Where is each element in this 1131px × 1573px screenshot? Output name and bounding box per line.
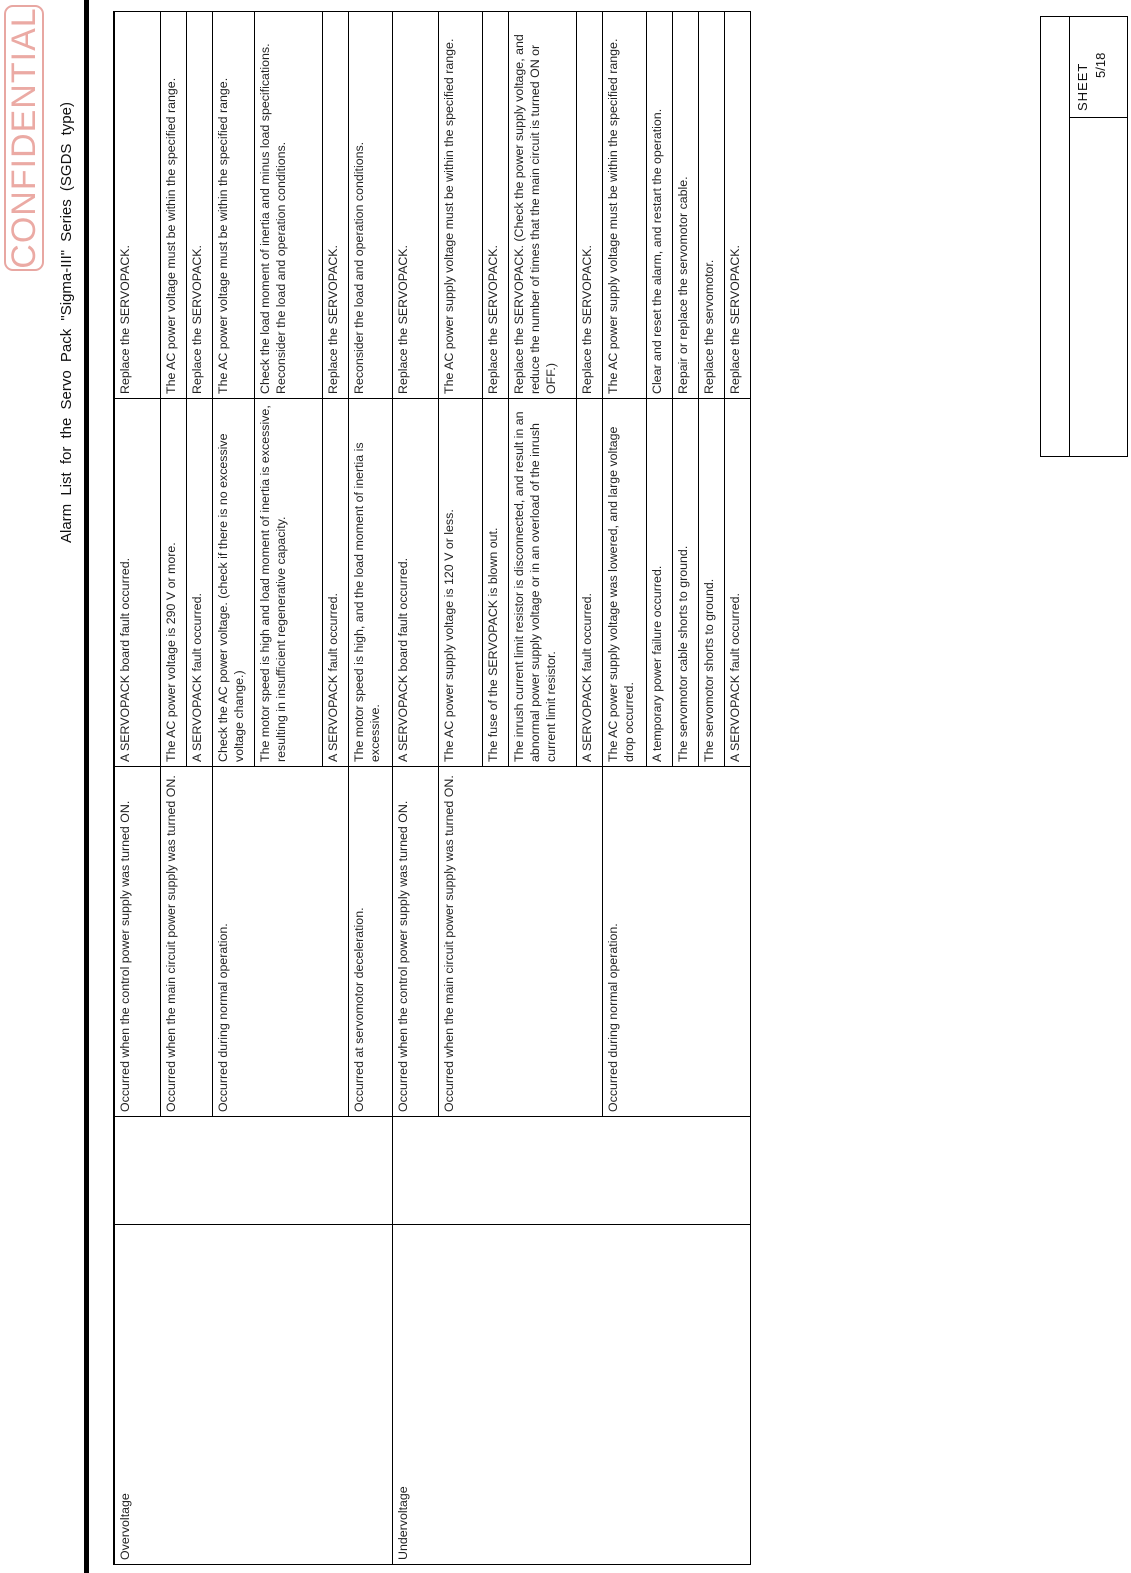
cause-cell: A SERVOPACK fault occurred. [576, 399, 602, 767]
situation-cell: Occurred during normal operation. [602, 767, 750, 1117]
cause-cell: A SERVOPACK board fault occurred. [392, 399, 438, 767]
cause-cell: A SERVOPACK fault occurred. [322, 399, 348, 767]
sheet-box [1040, 16, 1128, 457]
situation-cell: Occurred when the control power supply was turned ON. [392, 767, 438, 1117]
alarm-table [113, 11, 751, 1565]
table-row [392, 12, 438, 1565]
sheet-page-number: 5/18 [1093, 52, 1108, 78]
cause-cell: The motor speed is high and load moment of inertia is excessive, resulting in insufficient regenerative capacity. [254, 399, 322, 767]
alarm-name-cell: Undervoltage [392, 1225, 750, 1565]
blank-cell [392, 1117, 750, 1225]
situation-cell: Occurred when the main circuit power supply was turned ON. [160, 767, 212, 1117]
sheet-divider [1069, 117, 1127, 118]
page-title: Alarm List for the Servo Pack "Sigma-III" Series (SGDS type) [58, 102, 75, 543]
remedy-cell: Repair or replace the servomotor cable. [672, 12, 698, 399]
remedy-cell: Replace the SERVOPACK. [186, 12, 212, 399]
cause-cell: The motor speed is high, and the load moment of inertia is excessive. [348, 399, 392, 767]
margin-rule [84, 0, 89, 1573]
remedy-cell: Replace the servomotor. [698, 12, 724, 399]
cause-cell: The AC power supply voltage is 120 V or less. [438, 399, 482, 767]
cause-cell: The servomotor shorts to ground. [698, 399, 724, 767]
remedy-cell: The AC power voltage must be within the specified range. [160, 12, 186, 399]
cause-cell: The servomotor cable shorts to ground. [672, 399, 698, 767]
cause-cell: The inrush current limit resistor is disconnected, and result in an abnormal power supply voltage or in an overload of the inrush current limit resistor. [508, 399, 576, 767]
situation-cell: Occurred at servomotor deceleration. [348, 767, 392, 1117]
cause-cell: The fuse of the SERVOPACK is blown out. [482, 399, 508, 767]
cause-cell: The AC power voltage is 290 V or more. [160, 399, 186, 767]
remedy-cell: Check the load moment of inertia and minus load specifications. Reconsider the load and operation conditions. [254, 12, 322, 399]
remedy-cell: Replace the SERVOPACK. [576, 12, 602, 399]
situation-cell: Occurred when the control power supply was turned ON. [114, 767, 160, 1117]
situation-cell: Occurred during normal operation. [212, 767, 348, 1117]
remedy-cell: The AC power supply voltage must be within the specified range. [438, 12, 482, 399]
remedy-cell: Replace the SERVOPACK. [392, 12, 438, 399]
remedy-cell: Replace the SERVOPACK. [724, 12, 750, 399]
sheet-label: SHEET [1075, 62, 1090, 111]
remedy-cell: Replace the SERVOPACK. [114, 12, 160, 399]
remedy-cell: Replace the SERVOPACK. [482, 12, 508, 399]
blank-cell [114, 1117, 392, 1225]
remedy-cell: The AC power voltage must be within the specified range. [212, 12, 254, 399]
alarm-name-cell: Overvoltage [114, 1225, 392, 1565]
remedy-cell: Clear and reset the alarm, and restart the operation. [646, 12, 672, 399]
remedy-cell: Replace the SERVOPACK. (Check the power supply voltage, and reduce the number of times that the main circuit is turned ON or OFF.) [508, 12, 576, 399]
remedy-cell: Replace the SERVOPACK. [322, 12, 348, 399]
cause-cell: A SERVOPACK fault occurred. [186, 399, 212, 767]
cause-cell: A SERVOPACK fault occurred. [724, 399, 750, 767]
situation-cell: Occurred when the main circuit power supply was turned ON. [438, 767, 602, 1117]
remedy-cell: The AC power supply voltage must be within the specified range. [602, 12, 646, 399]
cause-cell: The AC power supply voltage was lowered, and large voltage drop occurred. [602, 399, 646, 767]
remedy-cell: Reconsider the load and operation conditions. [348, 12, 392, 399]
table-row [114, 12, 160, 1565]
cause-cell: Check the AC power voltage. (check if there is no excessive voltage change.) [212, 399, 254, 767]
cause-cell: A temporary power failure occurred. [646, 399, 672, 767]
sheet-divider [1069, 17, 1070, 456]
confidential-stamp: CONFIDENTIAL [4, 5, 44, 271]
cause-cell: A SERVOPACK board fault occurred. [114, 399, 160, 767]
